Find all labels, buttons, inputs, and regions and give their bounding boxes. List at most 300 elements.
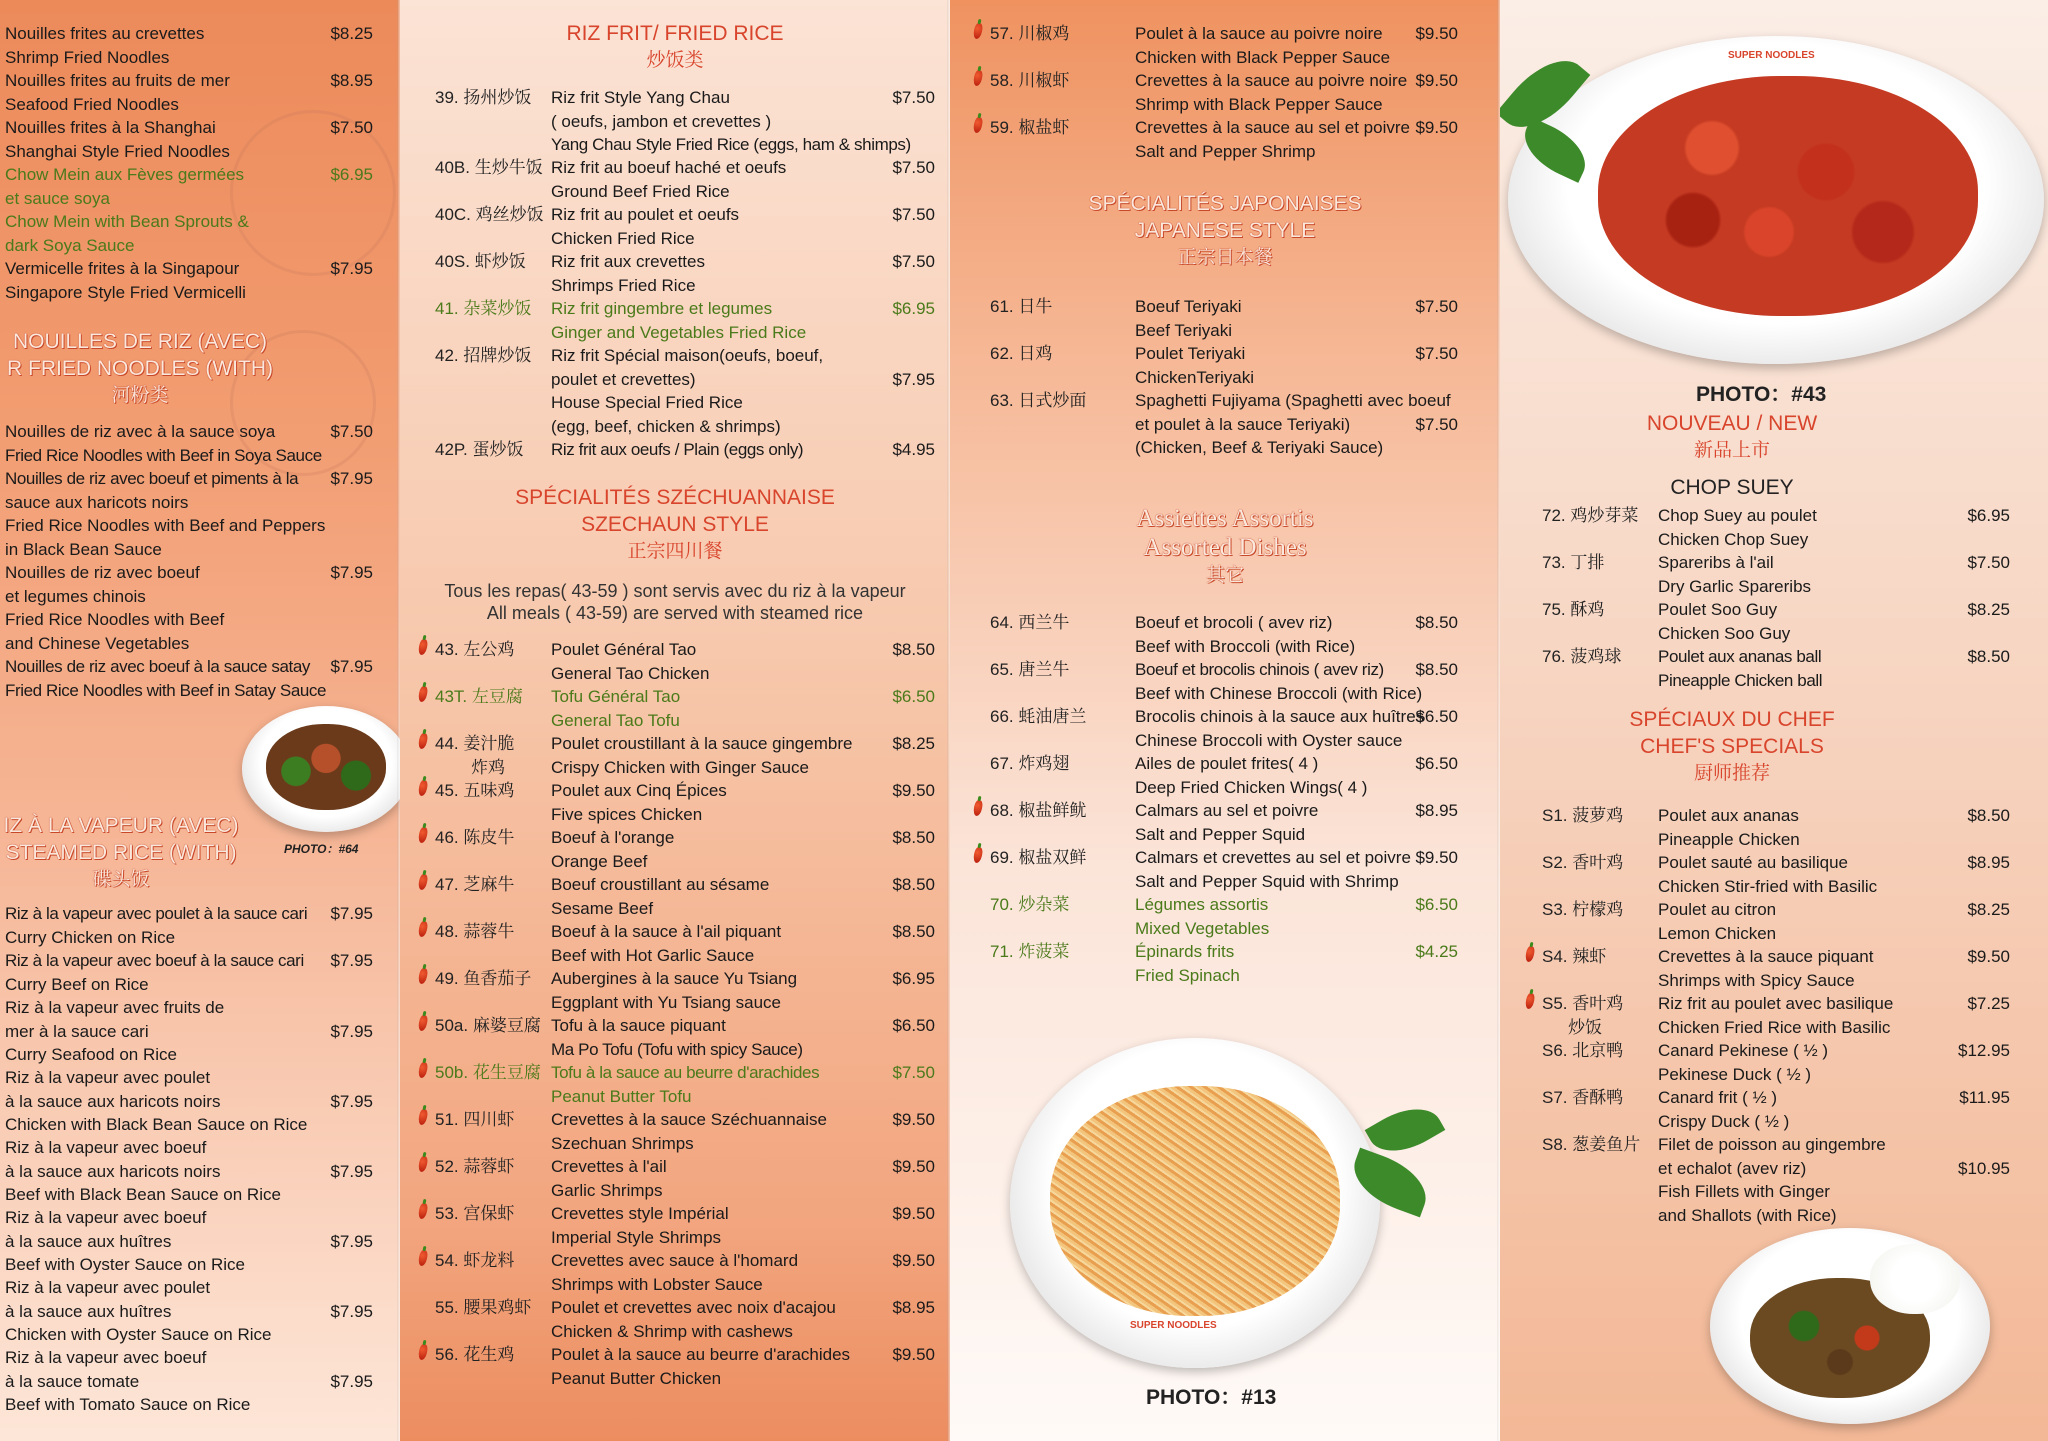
item-line: Curry Seafood on Rice — [5, 1045, 177, 1064]
item-description — [1658, 851, 1877, 898]
item-code: 76. — [1542, 647, 1566, 666]
item-price: $8.95 — [330, 71, 373, 90]
item-number — [435, 344, 531, 368]
menu-item — [5, 69, 375, 116]
item-line: Nouilles de riz avec boeuf à la sauce satay — [5, 657, 311, 676]
item-line: Beef with Hot Garlic Sauce — [551, 945, 755, 965]
menu-item — [5, 1346, 375, 1417]
item-number — [990, 658, 1069, 682]
item-chinese-name: 鸡丝炒饭 — [470, 205, 544, 224]
item-line: Sesame Beef — [551, 898, 654, 918]
item-line: Fried Spinach — [1135, 965, 1240, 985]
section-title-en: SZECHAUN STYLE — [581, 513, 769, 536]
item-line: Beef Teriyaki — [1135, 320, 1233, 340]
item-line: à la sauce aux haricots noirs — [5, 1161, 221, 1181]
item-number — [435, 250, 526, 274]
item-chinese-name: 杂菜炒饭 — [458, 299, 532, 318]
item-number — [435, 638, 514, 662]
item-description — [5, 1066, 307, 1137]
item-chinese-name: 柠檬鸡 — [1567, 900, 1624, 919]
item-line: Beef with Black Bean Sauce on Rice — [5, 1185, 281, 1204]
item-number — [435, 1155, 514, 1179]
item-price: $12.95 — [1958, 1041, 2010, 1060]
item-line: Riz à la vapeur avec boeuf à la sauce cari — [5, 951, 304, 970]
item-code: 51. — [435, 1110, 459, 1129]
item-description — [551, 873, 769, 920]
item-line: Pineapple Chicken ball — [1658, 670, 1823, 690]
item-line: Five spices Chicken — [551, 804, 703, 824]
item-line: Eggplant with Yu Tsiang sauce — [551, 992, 781, 1012]
item-description — [1658, 504, 1817, 551]
item-code: 65. — [990, 660, 1014, 679]
item-line: Spaghetti Fujiyama (Spaghetti avec boeuf — [1135, 391, 1451, 410]
item-chinese-name: 生炒牛饭 — [469, 158, 543, 177]
item-chinese-name: 蒜蓉虾 — [458, 1157, 515, 1176]
item-price: $8.25 — [1967, 900, 2010, 919]
menu-item — [990, 22, 1470, 69]
section-title-zh: 厨师推荐 — [1693, 762, 1770, 784]
item-line: Riz à la vapeur avec poulet à la sauce cari — [5, 904, 308, 923]
item-code: 39. — [435, 88, 459, 107]
item-code: 40C. — [435, 205, 471, 224]
item-price: $7.50 — [330, 118, 373, 137]
menu-item — [990, 940, 1470, 987]
item-price: $8.50 — [892, 640, 935, 659]
item-line: Crevettes style Impérial — [551, 1204, 729, 1223]
item-description — [1658, 1039, 1828, 1086]
menu-item — [990, 295, 1470, 342]
item-chinese-name: 日式炒面 — [1013, 391, 1087, 410]
brand-label: SUPER NOODLES — [1130, 1320, 1217, 1331]
item-price: $7.95 — [330, 657, 373, 676]
item-description — [551, 920, 781, 967]
item-number — [1542, 551, 1604, 575]
chili-pepper-icon — [417, 967, 428, 984]
item-number — [1542, 851, 1623, 875]
item-line: à la sauce aux huîtres — [5, 1301, 172, 1321]
chili-pepper-icon — [417, 685, 428, 702]
item-line: Tofu à la sauce au beurre d'arachides — [551, 1063, 820, 1082]
item-line: Riz à la vapeur avec fruits de — [5, 998, 225, 1017]
item-line: Crevettes avec sauce à l'homard — [551, 1251, 799, 1270]
menu-item — [1542, 992, 2022, 1039]
item-price: $8.25 — [330, 24, 373, 43]
item-price: $7.95 — [330, 1091, 373, 1111]
item-chinese-name: 陈皮牛 — [458, 828, 515, 847]
item-line: Curry Beef on Rice — [5, 974, 149, 994]
item-line: Chow Mein with Bean Sprouts & — [5, 212, 249, 231]
section-title-zh: 碟头饭 — [92, 868, 150, 890]
item-chinese-name: 炸菠菜 — [1013, 942, 1070, 961]
chili-pepper-icon — [1524, 945, 1535, 962]
item-description — [551, 250, 705, 297]
section-title-en: Assorted Dishes — [1143, 534, 1307, 561]
item-price: $9.50 — [1415, 848, 1458, 867]
item-description — [551, 1296, 836, 1343]
item-price: $6.50 — [1415, 895, 1458, 914]
item-number — [1542, 1133, 1640, 1157]
item-description — [5, 116, 230, 163]
item-line: General Tao Tofu — [551, 710, 680, 730]
item-description — [5, 949, 304, 996]
item-description — [1135, 799, 1318, 846]
menu-panel-4 — [1500, 0, 2048, 1441]
item-number — [1542, 1086, 1623, 1110]
item-description — [551, 156, 786, 203]
item-price: $9.50 — [892, 1157, 935, 1176]
item-line: ( oeufs, jambon et crevettes ) — [551, 111, 772, 131]
item-chinese-name: 蒜蓉牛 — [458, 922, 515, 941]
item-chinese-name: 菠萝鸡 — [1567, 806, 1624, 825]
item-description — [551, 779, 727, 826]
item-line: Peanut Butter Chicken — [551, 1368, 722, 1388]
item-chinese-name: 川椒鸡 — [1013, 24, 1070, 43]
item-price: $6.50 — [892, 1016, 935, 1035]
item-line: Singapore Style Fried Vermicelli — [5, 282, 246, 302]
item-line: Chinese Broccoli with Oyster sauce — [1135, 730, 1403, 750]
menu-item — [435, 732, 935, 779]
item-chinese-name: 辣虾 — [1567, 947, 1607, 966]
item-chinese-name-line2: 炸鸡 — [471, 757, 505, 777]
chili-pepper-icon — [417, 920, 428, 937]
item-line: Nouilles frites à la Shanghai — [5, 118, 216, 137]
section-title-en: JAPANESE STYLE — [1134, 219, 1316, 242]
menu-item — [435, 203, 935, 250]
menu-item — [5, 210, 375, 257]
item-price: $7.50 — [1415, 344, 1458, 363]
item-line: Poulet et crevettes avec noix d'acajou — [551, 1298, 836, 1317]
item-description — [1135, 116, 1410, 163]
item-number — [1542, 945, 1606, 969]
rice-noodles-heading — [0, 328, 290, 408]
menu-item — [1542, 504, 2022, 551]
item-line: Poulet Soo Guy — [1658, 600, 1778, 619]
item-number — [990, 799, 1086, 823]
menu-item — [1542, 851, 2022, 898]
item-price: $7.50 — [892, 1063, 935, 1082]
item-number — [990, 940, 1069, 964]
item-chinese-name: 招牌炒饭 — [458, 346, 532, 365]
menu-item — [435, 1061, 935, 1108]
item-line: Riz frit au poulet avec basilique — [1658, 994, 1894, 1013]
section-title-fr: IZ À LA VAPEUR (AVEC) — [3, 814, 239, 837]
item-code: 40S. — [435, 252, 470, 271]
item-chinese-name: 虾炒饭 — [469, 252, 526, 271]
section-title: NOUVEAU / NEW — [1646, 412, 1818, 435]
item-line: Shanghai Style Fried Noodles — [5, 141, 230, 161]
item-number — [990, 389, 1086, 413]
item-line: Nouilles frites au fruits de mer — [5, 71, 230, 90]
menu-panel-2 — [400, 0, 950, 1441]
dish-photo-13 — [1010, 1038, 1380, 1368]
szechuan-heading — [400, 484, 950, 564]
item-chinese-name: 椒盐鲜鱿 — [1013, 801, 1087, 820]
brand-label: SUPER NOODLES — [1728, 50, 1815, 61]
item-price: $7.95 — [330, 259, 373, 278]
item-line: Riz frit aux oeufs / Plain (eggs only) — [551, 440, 804, 459]
item-code: 57. — [990, 24, 1014, 43]
item-chinese-name: 芝麻牛 — [458, 875, 515, 894]
item-chinese-name: 扬州炒饭 — [458, 88, 532, 107]
item-description — [5, 1346, 250, 1417]
item-price: $9.50 — [1415, 24, 1458, 43]
item-price: $9.50 — [892, 1204, 935, 1223]
item-line: Aubergines à la sauce Yu Tsiang — [551, 969, 798, 988]
item-line: Crevettes à la sauce au poivre noire — [1135, 71, 1408, 90]
menu-item — [435, 1202, 935, 1249]
item-price: $7.95 — [330, 951, 373, 970]
item-line: sauce aux haricots noirs — [5, 492, 189, 512]
menu-item — [435, 920, 935, 967]
item-number — [435, 1249, 514, 1273]
item-description — [1135, 611, 1355, 658]
menu-item — [5, 655, 375, 702]
item-line: à la sauce aux huîtres — [5, 1231, 172, 1251]
item-code: 62. — [990, 344, 1014, 363]
item-line: Shrimp Fried Noodles — [5, 47, 170, 67]
item-description — [5, 210, 249, 257]
item-number — [990, 752, 1069, 776]
item-code: S5. — [1542, 994, 1568, 1013]
section-title-fr: SPÉCIALITÉS JAPONAISES — [1088, 192, 1362, 215]
item-chinese-name: 酥鸡 — [1565, 600, 1605, 619]
item-line: Orange Beef — [551, 851, 648, 871]
chili-pepper-icon — [972, 116, 983, 133]
item-price: $11.95 — [1959, 1088, 2010, 1107]
chili-pepper-icon — [972, 799, 983, 816]
item-line: Tofu Général Tao — [551, 687, 681, 706]
item-price: $7.95 — [330, 1301, 373, 1321]
item-description — [5, 1136, 281, 1207]
item-line: Beef with Chinese Broccoli (with Rice) — [1135, 683, 1423, 703]
item-line: Beef with Oyster Sauce on Rice — [5, 1255, 246, 1274]
menu-item — [5, 420, 375, 467]
item-code: 56. — [435, 1345, 459, 1364]
menu-item — [990, 342, 1470, 389]
section-title-fr: SPÉCIALITÉS SZÉCHUANNAISE — [515, 486, 835, 509]
item-code: 67. — [990, 754, 1014, 773]
menu-panel-3 — [950, 0, 1500, 1441]
menu-item — [990, 705, 1470, 752]
item-description — [551, 1108, 827, 1155]
chili-pepper-icon — [417, 826, 428, 843]
item-price: $6.95 — [1967, 506, 2010, 525]
menu-item — [1542, 598, 2022, 645]
item-price: $4.95 — [892, 440, 935, 459]
chili-pepper-icon — [972, 846, 983, 863]
chili-pepper-icon — [972, 22, 983, 39]
item-price: $9.50 — [1415, 118, 1458, 137]
menu-item — [990, 658, 1470, 705]
item-description — [1135, 846, 1411, 893]
item-line: Riz frit au boeuf haché et oeufs — [551, 158, 787, 177]
item-number — [1542, 598, 1604, 622]
szechuan-note — [400, 580, 950, 624]
item-chinese-name: 五味鸡 — [458, 781, 515, 800]
item-line: Yang Chau Style Fried Rice (eggs, ham & shimps) — [551, 135, 911, 154]
item-price: $6.95 — [892, 299, 935, 318]
menu-item — [435, 86, 935, 157]
menu-item — [435, 1249, 935, 1296]
item-description — [1135, 342, 1254, 389]
item-line: Szechuan Shrimps — [551, 1133, 694, 1153]
item-line: Chicken with Oyster Sauce on Rice — [5, 1325, 272, 1344]
item-code: 64. — [990, 613, 1014, 632]
item-number — [435, 438, 524, 462]
item-description — [1135, 940, 1240, 987]
item-line: Riz à la vapeur avec boeuf — [5, 1348, 207, 1367]
item-description — [551, 344, 823, 438]
chili-pepper-icon — [417, 873, 428, 890]
item-chinese-name: 花生鸡 — [458, 1345, 515, 1364]
item-line: Poulet aux Cinq Épices — [551, 781, 727, 800]
item-line: Calmars et crevettes au sel et poivre — [1135, 848, 1411, 867]
menu-item — [1542, 1039, 2022, 1086]
item-number — [1542, 1039, 1623, 1063]
item-line: Chicken Fried Rice with Basilic — [1658, 1017, 1891, 1037]
item-line: Vermicelle frites à la Singapour — [5, 259, 240, 278]
item-description — [1658, 945, 1873, 992]
shrimp-noodles — [1050, 1086, 1340, 1316]
item-chinese-name: 西兰牛 — [1013, 613, 1070, 632]
item-code: 47. — [435, 875, 459, 894]
menu-item — [435, 1343, 935, 1390]
item-number — [990, 705, 1086, 729]
item-code: 72. — [1542, 506, 1566, 525]
item-chinese-name: 左豆腐 — [467, 687, 523, 706]
item-number — [990, 893, 1069, 917]
item-number — [435, 1108, 514, 1132]
item-description — [1135, 752, 1367, 799]
section-title-zh: 新品上市 — [1693, 439, 1770, 461]
menu-item — [435, 685, 935, 732]
item-chinese-name: 炒杂菜 — [1013, 895, 1070, 914]
item-number — [990, 116, 1069, 140]
item-description — [5, 1206, 245, 1277]
item-line: et poulet à la sauce Teriyaki) — [1135, 414, 1351, 434]
section-title-fr: Assiettes Assortis — [1136, 505, 1314, 532]
item-line: Salt and Pepper Shrimp — [1135, 141, 1316, 161]
item-line: à la sauce tomate — [5, 1371, 140, 1391]
item-line: Peanut Butter Tofu — [551, 1086, 692, 1106]
item-price: $4.25 — [1415, 942, 1458, 961]
menu-item — [435, 344, 935, 438]
menu-item — [5, 1276, 375, 1347]
item-line: Fried Rice Noodles with Beef in Soya Sauce — [5, 445, 322, 465]
menu-item — [5, 996, 375, 1067]
item-description — [551, 1014, 803, 1061]
item-line: Chicken Stir-fried with Basilic — [1658, 876, 1878, 896]
item-line: Chicken with Black Bean Sauce on Rice — [5, 1115, 308, 1134]
item-line: Ailes de poulet frites( 4 ) — [1135, 754, 1319, 773]
menu-item — [1542, 804, 2022, 851]
item-price: $7.50 — [892, 252, 935, 271]
item-number — [435, 967, 531, 991]
item-line: Crevettes à la sauce au sel et poivre — [1135, 118, 1410, 137]
item-description — [1658, 804, 1800, 851]
menu-item — [1542, 1086, 2022, 1133]
item-number — [435, 156, 543, 180]
item-line: ChickenTeriyaki — [1135, 367, 1255, 387]
item-description — [5, 420, 322, 467]
item-code: 42P. — [435, 440, 468, 459]
item-chinese-name: 川椒虾 — [1013, 71, 1070, 90]
item-number — [990, 611, 1069, 635]
item-price: $9.50 — [892, 1345, 935, 1364]
item-price: $8.25 — [892, 734, 935, 753]
item-description — [1135, 69, 1407, 116]
item-price: $8.50 — [1967, 806, 2010, 825]
item-description — [551, 1343, 850, 1390]
item-chinese-name: 葱姜鱼片 — [1567, 1135, 1641, 1154]
item-line: Poulet Teriyaki — [1135, 344, 1246, 363]
item-chinese-name: 唐兰牛 — [1013, 660, 1070, 679]
item-line: Épinards frits — [1135, 942, 1235, 961]
item-price: $9.50 — [1415, 71, 1458, 90]
item-line: Pineapple Chicken — [1658, 829, 1800, 849]
dish-photo-43 — [1508, 36, 2044, 364]
photo-label: PHOTO：#43 — [1696, 383, 1827, 406]
item-line: Poulet au citron — [1658, 900, 1777, 919]
item-price: $9.50 — [1967, 947, 2010, 966]
item-line: Chicken & Shrimp with cashews — [551, 1321, 793, 1341]
item-line: Poulet à la sauce au beurre d'arachides — [551, 1345, 851, 1364]
item-description — [551, 1061, 819, 1108]
item-chinese-name: 椒盐虾 — [1013, 118, 1070, 137]
menu-item — [5, 902, 375, 949]
item-code: 71. — [990, 942, 1014, 961]
menu-item — [990, 846, 1470, 893]
item-number — [1542, 804, 1623, 828]
item-code: 73. — [1542, 553, 1566, 572]
item-chinese-name: 宫保虾 — [458, 1204, 515, 1223]
item-number — [990, 69, 1069, 93]
chili-pepper-icon — [417, 1343, 428, 1360]
item-line: Riz frit Spécial maison(oeufs, boeuf, — [551, 346, 824, 365]
item-line: Riz à la vapeur avec boeuf — [5, 1208, 207, 1227]
item-line: Chicken Soo Guy — [1658, 623, 1791, 643]
item-number — [1542, 992, 1623, 1016]
menu-item — [990, 893, 1470, 940]
menu-item — [435, 250, 935, 297]
menu-item — [5, 1136, 375, 1207]
item-price: $8.50 — [892, 875, 935, 894]
item-line: Chicken Chop Suey — [1658, 529, 1809, 549]
item-price: $8.50 — [1415, 660, 1458, 679]
item-line: Chow Mein aux Fèves germées — [5, 165, 245, 184]
menu-item — [435, 1108, 935, 1155]
item-number — [435, 297, 531, 321]
item-chinese-name: 香酥鸭 — [1567, 1088, 1624, 1107]
menu-panel-1 — [0, 0, 400, 1441]
item-line: Shrimps with Lobster Sauce — [551, 1274, 763, 1294]
item-line: Poulet aux ananas ball — [1658, 647, 1822, 666]
item-price: $8.95 — [892, 1298, 935, 1317]
chili-pepper-icon — [417, 779, 428, 796]
item-line: Beef with Tomato Sauce on Rice — [5, 1395, 251, 1414]
item-price: $8.50 — [892, 922, 935, 941]
item-code: 58. — [990, 71, 1014, 90]
item-line: Brocolis chinois à la sauce aux huîtres — [1135, 707, 1425, 726]
item-code: S3. — [1542, 900, 1568, 919]
menu-item — [435, 1014, 935, 1061]
item-description — [5, 902, 307, 949]
item-line: Boeuf croustillant au sésame — [551, 875, 770, 894]
item-number — [435, 1343, 514, 1367]
item-code: 53. — [435, 1204, 459, 1223]
item-description — [5, 655, 326, 702]
item-line: Shrimps with Spicy Sauce — [1658, 970, 1855, 990]
